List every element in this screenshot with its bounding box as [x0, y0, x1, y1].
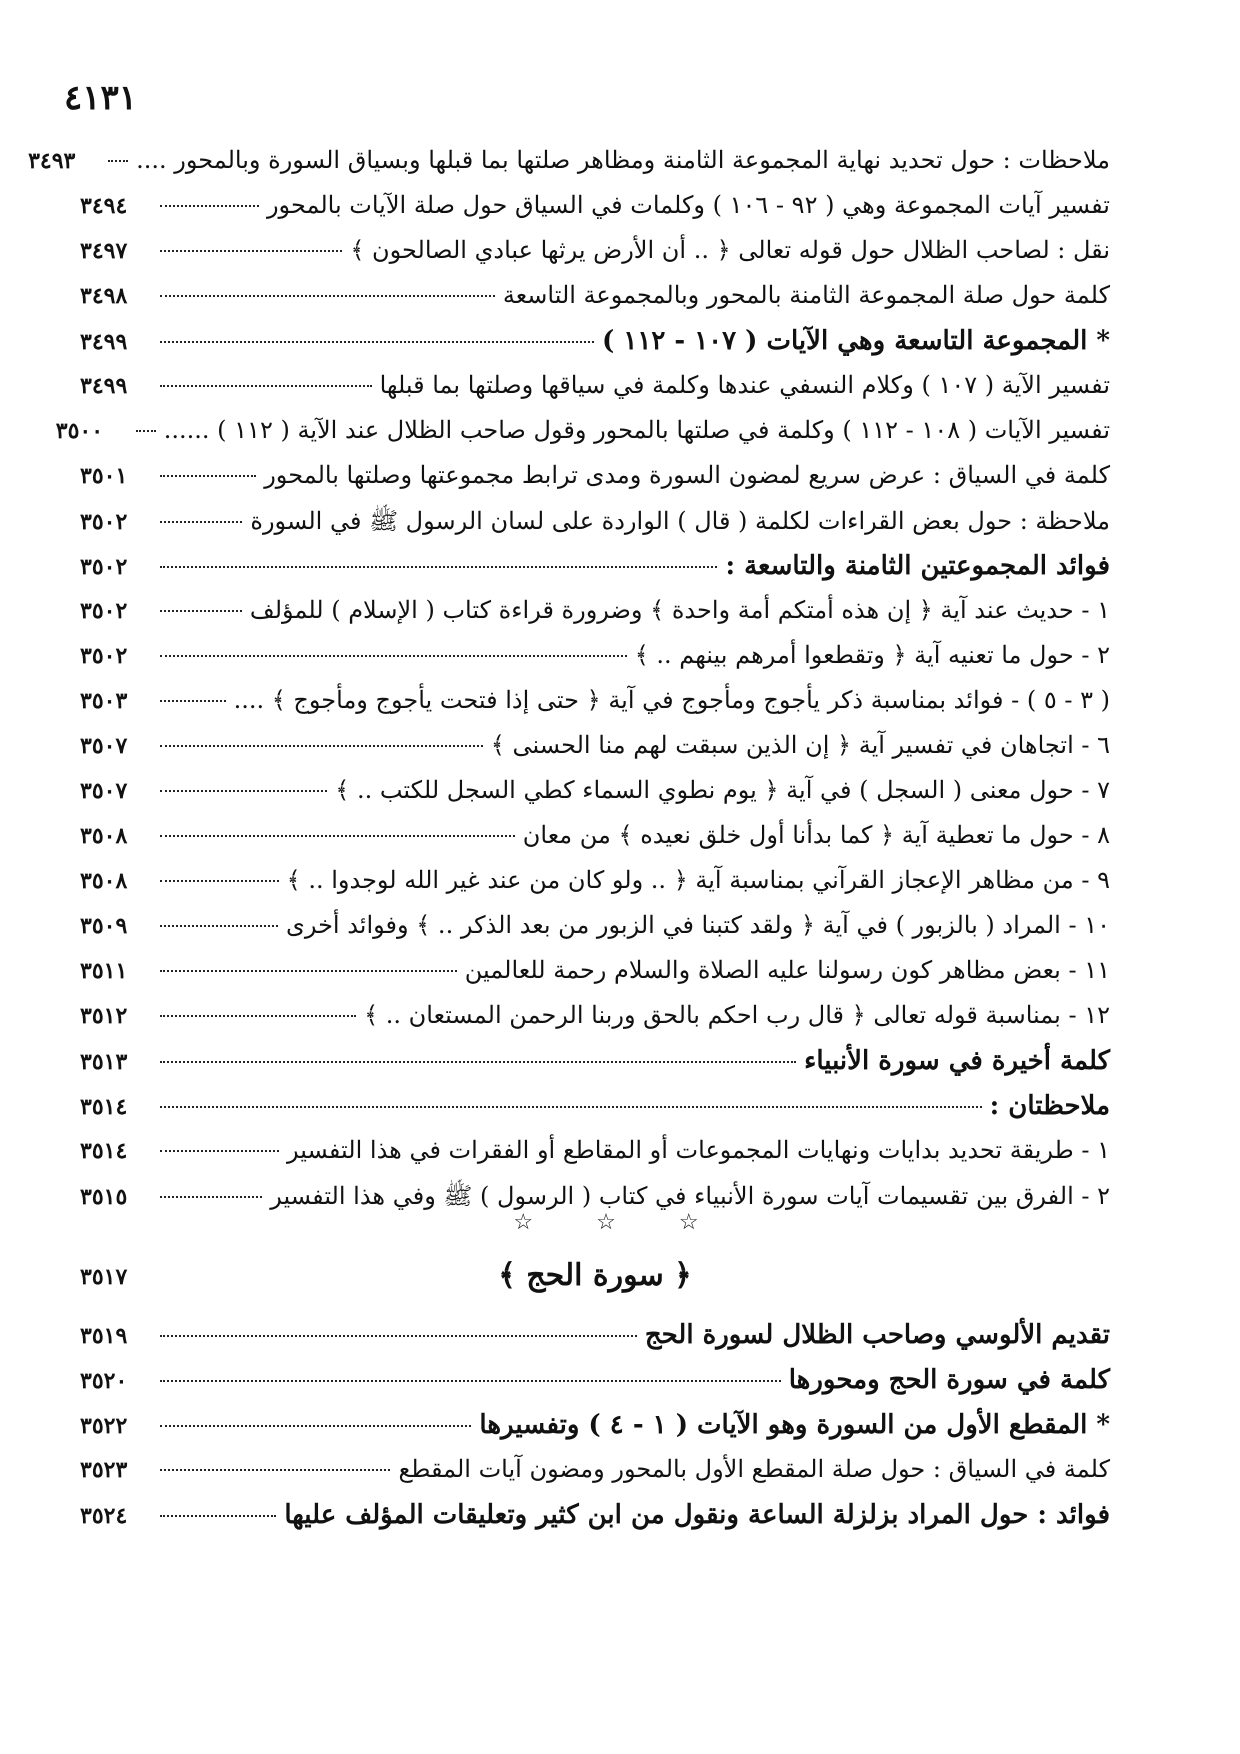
entry-page: ٣٥٢٤ [80, 1503, 128, 1529]
entry-text: ملاحظة : حول بعض القراءات لكلمة ( قال ) الواردة على لسان الرسول ﷺ في السورة [250, 507, 1110, 535]
toc-entry [80, 1500, 1110, 1545]
toc-entry [28, 146, 1110, 191]
entry-page: ٣٤٩٩ [80, 373, 128, 399]
surah-title: ﴿ سورة الحج ﴾ [498, 1258, 692, 1293]
entry-text: تفسير آيات المجموعة وهي ( ٩٢ - ١٠٦ ) وكلمات في السياق حول صلة الآيات بالمحور [266, 191, 1110, 219]
entry-text: ملاحظتان : [989, 1091, 1110, 1121]
leader-dots [108, 160, 128, 162]
entry-text: نقل : لصاحب الظلال حول قوله تعالى ﴿ .. أن الأرض يرثها عبادي الصالحون ﴾ [350, 236, 1110, 264]
entry-text: تفسير الآية ( ١٠٧ ) وكلام النسفي عندها وكلمة في سياقها وصلتها بما قبلها [379, 371, 1110, 399]
entry-text: تفسير الآيات ( ١٠٨ - ١١٢ ) وكلمة في صلتها بالمحور وقول صاحب الظلال عند الآية ( ١١٢ ) ...... [163, 416, 1110, 444]
leader-dots [160, 1469, 390, 1471]
entry-text: كلمة أخيرة في سورة الأنبياء [804, 1046, 1110, 1076]
surah-heading [80, 1258, 1110, 1308]
toc-entry [80, 641, 1110, 686]
toc-entry [80, 506, 1110, 551]
entry-text: ١ - حديث عند آية ﴿ إن هذه أمتكم أمة واحدة ﴾ وضرورة قراءة كتاب ( الإسلام ) للمؤلف [249, 596, 1110, 624]
leader-dots [160, 835, 515, 837]
entry-text: تقديم الألوسي وصاحب الظلال لسورة الحج [644, 1320, 1110, 1350]
toc-entry [80, 1410, 1110, 1455]
leader-dots [160, 745, 483, 747]
table-of-contents-continued [80, 1320, 1110, 1545]
entry-text: ملاحظات : حول تحديد نهاية المجموعة الثامنة ومظاهر صلتها بما قبلها وبسياق السورة وبالمحور .... [136, 146, 1110, 174]
leader-dots [160, 1380, 781, 1382]
toc-entry [80, 866, 1110, 911]
entry-page: ٣٥٠٨ [80, 823, 128, 849]
leader-dots [160, 1196, 262, 1198]
entry-text: ١ - طريقة تحديد بدايات ونهايات المجموعات أو المقاطع أو الفقرات في هذا التفسير [287, 1136, 1110, 1164]
toc-entry [55, 416, 1110, 461]
leader-dots [160, 790, 327, 792]
toc-entry [80, 371, 1110, 416]
entry-page: ٣٥٠٢ [80, 598, 128, 624]
leader-dots [160, 1015, 356, 1017]
toc-entry [80, 236, 1110, 281]
leader-dots [160, 1106, 982, 1108]
toc-entry [80, 551, 1110, 596]
entry-page: ٣٤٩٣ [28, 148, 76, 174]
toc-entry [80, 911, 1110, 956]
entry-page: ٣٥١١ [80, 958, 128, 984]
leader-dots [160, 610, 242, 612]
leader-dots [160, 655, 627, 657]
entry-page: ٣٥٠٧ [80, 778, 128, 804]
leader-dots [160, 1061, 796, 1063]
entry-page: ٣٥٠٩ [80, 913, 128, 939]
leader-dots [160, 1425, 471, 1427]
entry-text: ٨ - حول ما تعطية آية ﴿ كما بدأنا أول خلق نعيده ﴾ من معان [522, 821, 1110, 849]
entry-text: كلمة في السياق : حول صلة المقطع الأول بالمحور ومضون آيات المقطع [398, 1455, 1110, 1483]
toc-entry [80, 776, 1110, 821]
toc-entry [80, 1136, 1110, 1181]
entry-page: ٣٥٠١ [80, 463, 128, 489]
leader-dots [160, 1515, 276, 1517]
entry-page: ٣٥١٢ [80, 1003, 128, 1029]
entry-text: كلمة في السياق : عرض سريع لمضون السورة ومدى ترابط مجموعتها وصلتها بالمحور [264, 461, 1110, 489]
entry-page: ٣٥٠٢ [80, 554, 128, 580]
entry-text: ١٢ - بمناسبة قوله تعالى ﴿ قال رب احكم بالحق وربنا الرحمن المستعان .. ﴾ [364, 1001, 1110, 1029]
entry-text: ٢ - حول ما تعنيه آية ﴿ وتقطعوا أمرهم بينهم .. ﴾ [634, 641, 1110, 669]
toc-entry [80, 731, 1110, 776]
entry-page: ٣٥٢٢ [80, 1413, 128, 1439]
leader-dots [160, 970, 457, 972]
entry-page: ٣٥١٤ [80, 1138, 128, 1164]
entry-text: فوائد : حول المراد بزلزلة الساعة ونقول من ابن كثير وتعليقات المؤلف عليها [284, 1500, 1110, 1530]
table-of-contents [28, 146, 1110, 1226]
toc-entry [80, 326, 1110, 371]
leader-dots [160, 1150, 279, 1152]
leader-dots [160, 205, 259, 207]
toc-entry [80, 596, 1110, 641]
entry-page: ٣٤٩٩ [80, 329, 128, 355]
entry-page: ٣٥١٩ [80, 1323, 128, 1349]
entry-text: كلمة في سورة الحج ومحورها [788, 1365, 1110, 1395]
entry-text: ١١ - بعض مظاهر كون رسولنا عليه الصلاة والسلام رحمة للعالمين [464, 956, 1110, 984]
toc-entry [80, 686, 1110, 731]
leader-dots [160, 1335, 637, 1337]
leader-dots [160, 295, 495, 297]
entry-page: ٣٥٠٨ [80, 868, 128, 894]
toc-entry [80, 191, 1110, 236]
entry-text: ( ٣ - ٥ ) - فوائد بمناسبة ذكر يأجوج ومأجوج في آية ﴿ حتى إذا فتحت يأجوج ومأجوج ﴾ .... [233, 686, 1110, 714]
toc-entry [80, 1001, 1110, 1046]
page-number: ٤١٣١ [64, 78, 138, 118]
leader-dots [136, 430, 156, 432]
toc-entry [80, 1455, 1110, 1500]
leader-dots [160, 341, 594, 343]
entry-text: ٩ - من مظاهر الإعجاز القرآني بمناسبة آية ﴿ .. ولو كان من عند غير الله لوجدوا .. ﴾ [286, 866, 1110, 894]
leader-dots [160, 925, 278, 927]
entry-page: ٣٥١٥ [80, 1184, 128, 1210]
entry-page: ٣٤٩٤ [80, 193, 128, 219]
toc-entry [80, 1365, 1110, 1410]
entry-page: ٣٥٠٠ [55, 418, 104, 444]
entry-page: ٣٥٢٠ [80, 1368, 128, 1394]
entry-text: ٦ - اتجاهان في تفسير آية ﴿ إن الذين سبقت لهم منا الحسنى ﴾ [490, 731, 1110, 759]
entry-page: ٣٤٩٨ [80, 283, 128, 309]
entry-page: ٣٥٠٣ [80, 688, 128, 714]
entry-page: ٣٥١٣ [80, 1049, 128, 1075]
toc-entry [80, 461, 1110, 506]
toc-entry [80, 1320, 1110, 1365]
toc-entry [80, 821, 1110, 866]
leader-dots [160, 880, 279, 882]
leader-dots [160, 700, 226, 702]
leader-dots [160, 566, 717, 568]
entry-page: ٣٥١٤ [80, 1094, 128, 1120]
toc-entry [80, 956, 1110, 1001]
leader-dots [160, 250, 342, 252]
entry-text: ١٠ - المراد ( بالزبور ) في آية ﴿ ولقد كتبنا في الزبور من بعد الذكر .. ﴾ وفوائد أخرى [286, 911, 1110, 939]
entry-page: ٣٥٠٧ [80, 733, 128, 759]
entry-text: كلمة حول صلة المجموعة الثامنة بالمحور وبالمجموعة التاسعة [502, 281, 1110, 309]
entry-page: ٣٤٩٧ [80, 238, 128, 264]
entry-page: ٣٥٠٢ [80, 509, 128, 535]
entry-page: ٣٥٢٣ [80, 1457, 128, 1483]
entry-text: ٧ - حول معنى ( السجل ) في آية ﴿ يوم نطوي السماء كطي السجل للكتب .. ﴾ [335, 776, 1110, 804]
entry-page: ٣٥٠٢ [80, 643, 128, 669]
leader-dots [160, 385, 372, 387]
entry-text: * المقطع الأول من السورة وهو الآيات ( ١ - ٤ ) وتفسيرها [479, 1410, 1110, 1440]
surah-page: ٣٥١٧ [80, 1264, 128, 1290]
entry-text: * المجموعة التاسعة وهي الآيات ( ١٠٧ - ١١٢ ) [602, 326, 1110, 356]
toc-entry [80, 1091, 1110, 1136]
section-divider-stars: ☆ ☆ ☆ [513, 1210, 727, 1235]
leader-dots [160, 521, 242, 523]
entry-text: فوائد المجموعتين الثامنة والتاسعة : [725, 551, 1110, 581]
toc-entry [80, 1046, 1110, 1091]
entry-text: ٢ - الفرق بين تقسيمات آيات سورة الأنبياء في كتاب ( الرسول ) ﷺ وفي هذا التفسير [270, 1182, 1110, 1210]
leader-dots [160, 475, 256, 477]
toc-entry [80, 281, 1110, 326]
